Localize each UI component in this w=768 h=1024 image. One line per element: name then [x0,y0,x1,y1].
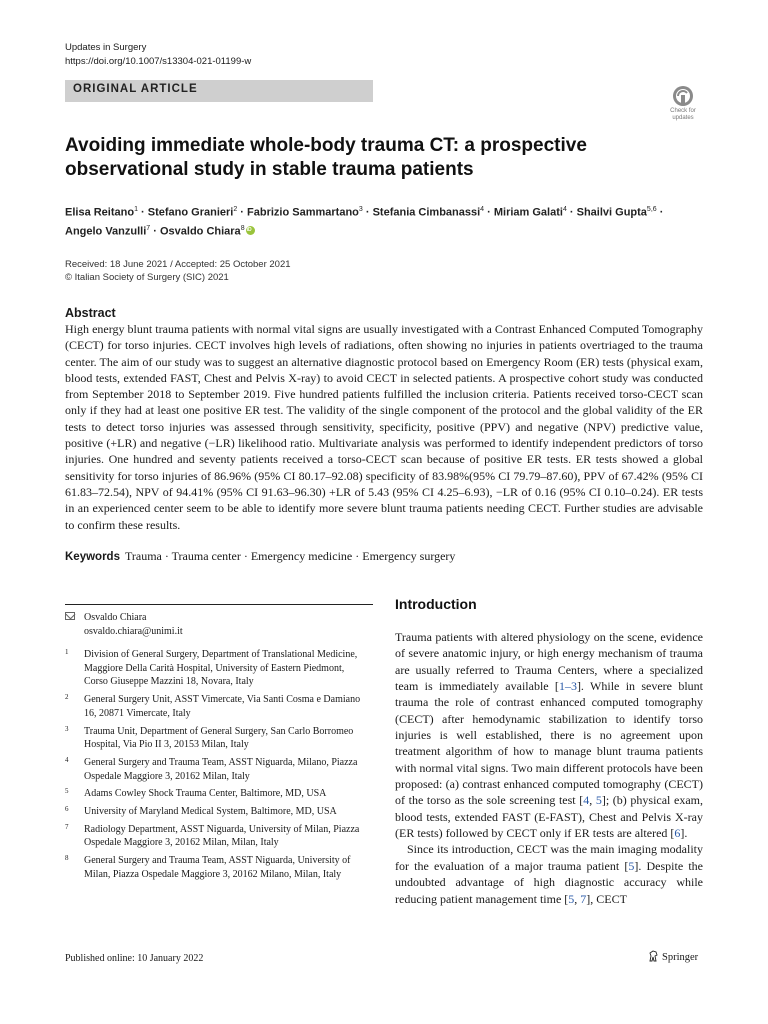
author-affiliation-ref: 4 [480,206,485,213]
author-name[interactable]: Stefania Cimbanassi [372,206,481,219]
affiliation-number: 6 [65,805,69,814]
author-list: Elisa Reitano$^1$ · Stefano Granieri$^2$ · Fabrizio Sammartano$^3$ · Stefania Cimbanassi$^4$ · Miriam Galati$^4$ · Shailvi Gupta$^{5,6}$ · Angelo Vanzulli$^7$ · Osvaldo Chiara$^8$iD [65,202,715,239]
text-run: ], CECT [586,891,627,906]
affiliation-number: 3 [65,724,69,733]
envelope-icon [65,612,75,620]
author-affiliation-ref: 8 [240,224,245,232]
keywords [65,548,705,565]
affiliation-list [65,648,365,886]
article-title [65,134,675,182]
text-run: Since its introduction, CECT was the main imaging modality for the evaluation of a major trauma patient [ [395,842,703,873]
affiliation-number: 4 [65,755,69,764]
author-name[interactable]: Miriam Galati [493,206,563,219]
journal-header [65,41,251,69]
affiliation-item [65,693,365,720]
affiliation-item [65,756,365,783]
orcid-icon[interactable] [246,226,255,235]
introduction-heading: Introduction [395,596,477,612]
author-affiliation-ref: 2 [233,206,238,213]
author-affiliation-ref: 7 [146,224,151,232]
citation-link[interactable]: 7 [580,891,587,906]
author-affiliation-ref: 4 [562,206,567,213]
affiliation-text: General Surgery Unit, ASST Vimercate, Via Santi Cosma e Damiano 16, 20871 Vimercate, Italy [84,694,361,719]
citation-link[interactable]: 5 [595,793,602,808]
affiliation-item [65,725,365,752]
check-updates-line2: updates [672,115,694,121]
keywords-label: Keywords [65,551,120,563]
affiliation-number: 7 [65,822,69,831]
article-type-bar [65,80,373,102]
check-updates-line1: Check for [670,108,696,114]
springer-horse-icon [648,950,659,962]
affiliation-item [65,787,365,801]
citation-link[interactable]: 5 [628,858,635,873]
affiliation-item [65,823,365,850]
article-dates [65,258,291,284]
affiliation-item [65,805,365,819]
copyright-line: © Italian Society of Surgery (SIC) 2021 [65,272,229,283]
author-name[interactable]: Stefano Granieri [147,206,234,219]
introduction-paragraph [395,629,703,841]
abstract-heading: Abstract [65,306,116,320]
doi-link[interactable]: https://doi.org/10.1007/s13304-021-01199-w [65,56,252,67]
text-run: ]. [680,826,688,841]
affiliation-number: 1 [65,648,69,656]
text-run: ]. While in severe blunt trauma the role of contrast enhanced computed tomography (CECT) after hemodynamic stabilization to identify torso injuries is well established, there is no agreement upon treatment algorithm of how to manage blunt trauma patients with normal vital signs. Two main different protocols have been proposed: (a) contrast enhanced computed tomography (CECT) of the torso as the sole screening test [ [395,679,704,808]
text-run: , [589,793,596,808]
article-type-label: ORIGINAL ARTICLE [73,83,198,95]
corresponding-author [65,611,365,639]
published-online-date: Published online: 10 January 2022 [65,953,204,964]
author-affiliation-ref: 3 [358,206,363,213]
title-line-1: Avoiding immediate whole-body trauma CT: a prospective [65,135,587,156]
keywords-list: Trauma · Trauma center · Emergency medicine · Emergency surgery [124,549,456,563]
abstract-body: High energy blunt trauma patients with normal vital signs are usually investigated with a Contrast Enhanced Computed Tomography (CECT) for torso injuries. CECT involves high levels of radiations, often showing no injuries in patients overtriaged to the trauma center. The aim of our study was to suggest an alternative diagnostic protocol based on Emergency Room (ER) tests (physical exam, blood tests, extended FAST, Chest and Pelvis X-ray) to avoid CECT in selected patients. A prospective cohort study was conducted from September 2018 to September 2019. Five hundred patients fulfilled the inclusion criteria. Patients received torso-CECT scan only if they had at least one positive ER test. The validity of the single component of the protocol and the global validity of the ER tests to detect torso injuries was assessed through sensitivity, specificity, positive (PPV) and negative (NPV) predictive value, positive (+LR) and negative (−LR) likelihood ratio. Multivariate analysis was performed to identify independent predictors of torso injuries. One hundred and seventy patients received a torso-CECT scan because of positive ER tests. ER tests showed a global sensitivity for torso injuries of 86.96% (95% CI 80.17–92.08) specificity of 83.98%(95% CI 79.79–87.60), PPV of 67.42% (95% CI 61.83–72.54), NPV of 94.41% (95% CI 91.63–96.30) +LR of 5.43 (95% CI 4.25–6.93), −LR of 0.16 (95% CI 0.10–0.24). ER tests in an experienced center seem to be able to identify more severe blunt trauma patients needing CECT. Further studies are advisable to confirm these results. [65,322,703,532]
introduction-paragraph [395,841,703,906]
publisher-name: Springer [662,952,699,963]
check-updates-icon [664,84,702,110]
affiliation-text: University of Maryland Medical System, Baltimore, MD, USA [84,806,337,818]
affiliation-number: 5 [65,787,69,796]
affiliation-number: 2 [65,693,69,702]
affiliation-item [65,648,365,689]
title-line-2: observational study in stable trauma patients [65,159,474,180]
author-affiliation-ref: 1 [134,206,138,213]
affiliation-text: General Surgery and Trauma Team, ASST Niguarda, University of Milan, Piazza Ospedale Maggiore 3, 20162 Milano, Milan, Italy [84,855,351,880]
text-run: Trauma patients with altered physiology on the scene, evidence of severe anatomic injury, or high energy mechanism of trauma are usually referred to Trauma Centers, where a specialized team is immediately available [ [395,630,703,694]
affiliation-text: Trauma Unit, Department of General Surgery, San Carlo Borromeo Hospital, Via Pio II 3, 20153 Milan, Italy [84,725,354,751]
author-name[interactable]: Fabrizio Sammartano [247,206,359,219]
citation-link[interactable]: 5 [568,891,575,906]
author-name[interactable]: Shailvi Gupta [576,206,647,219]
citation-link[interactable]: 6 [674,826,681,841]
affiliation-text: Adams Cowley Shock Trauma Center, Baltimore, MD, USA [84,788,327,800]
author-name[interactable]: Elisa Reitano [65,206,135,219]
citation-link[interactable]: 4 [583,793,590,808]
affiliation-text: Division of General Surgery, Department of Translational Medicine, Maggiore Della Carità Hospital, University of Eastern Piedmont, Corso Giuseppe Mazzini 18, Novara, Italy [84,649,358,688]
journal-name: Updates in Surgery [65,42,147,53]
introduction-body [395,629,703,907]
author-affiliation-ref: 5,6 [646,206,657,213]
corresponding-author-name: Osvaldo Chiara [84,612,147,623]
affiliation-text: General Surgery and Trauma Team, ASST Niguarda, Milano, Piazza Ospedale Maggiore 3, 20162 Milan, Italy [84,756,358,782]
publisher-logo[interactable] [648,950,698,963]
author-name[interactable]: Osvaldo Chiara [159,225,241,238]
text-run: , [574,891,581,906]
text-run: ]; (b) physical exam, blood tests, extended FAST (E-FAST), Chest and Pelvis X-ray (ER tests) followed by CECT only if ER tests are altered [ [395,793,703,841]
check-for-updates-badge[interactable] [664,84,702,124]
corresponding-author-email[interactable]: osvaldo.chiara@unimi.it [84,626,183,637]
citation-link[interactable]: 1–3 [558,679,577,694]
affiliation-number: 8 [65,854,69,863]
text-run: ]. Despite the undoubted advantage of high diagnostic accuracy while reducing patient management time [ [395,858,703,906]
affiliation-item [65,854,365,881]
author-name[interactable]: Angelo Vanzulli [65,225,147,238]
received-accepted-dates: Received: 18 June 2021 / Accepted: 25 October 2021 [65,259,291,270]
affiliation-text: Radiology Department, ASST Niguarda, University of Milan, Piazza Ospedale Maggiore 3, 20162 Milan, Milan, Italy [84,823,360,849]
footnote-divider [65,604,373,605]
